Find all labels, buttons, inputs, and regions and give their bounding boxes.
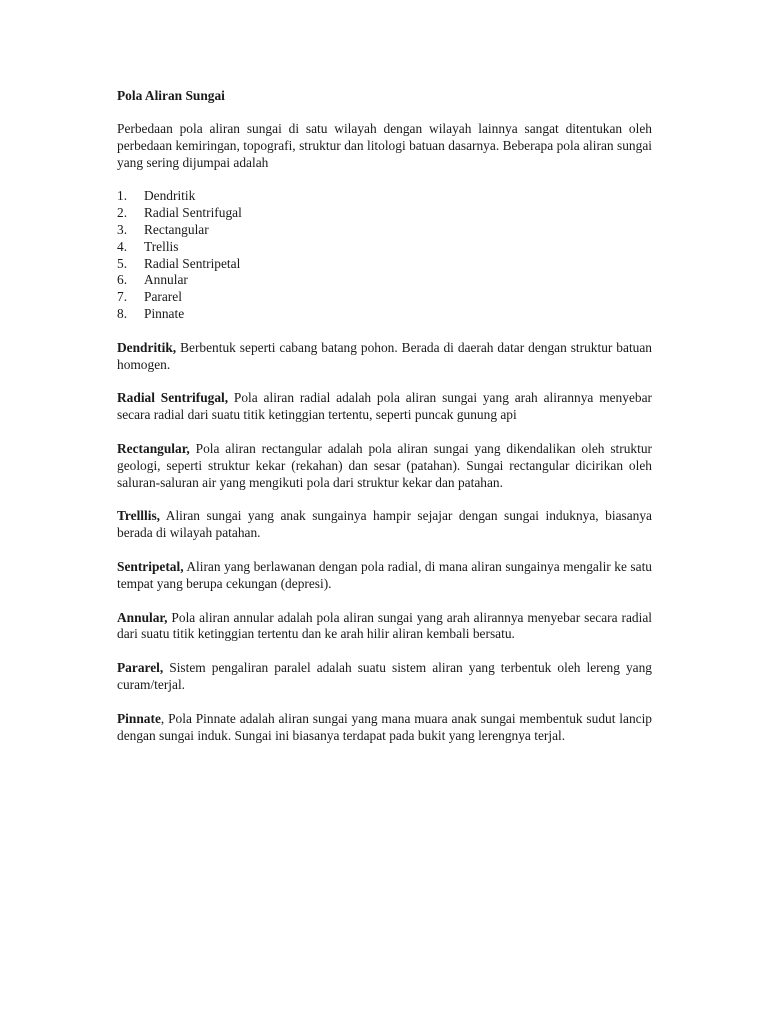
rectangular-paragraph <box>117 441 652 491</box>
sentripetal-paragraph <box>117 559 652 593</box>
list-number: 5. <box>117 255 128 271</box>
pararel-paragraph <box>117 660 652 694</box>
list-label: Dendritik <box>144 188 196 204</box>
paragraph-term: Trelllis, <box>117 508 161 524</box>
list-item <box>117 205 652 222</box>
radial-sentrifugal-paragraph <box>117 390 652 424</box>
paragraph-text: Berbentuk seperti cabang batang pohon. Berada di daerah datar dengan struktur batuan homogen. <box>117 339 652 372</box>
list-label: Radial Sentripetal <box>144 255 241 271</box>
paragraph-term: Sentripetal, <box>117 558 184 574</box>
list-item <box>117 188 652 205</box>
pattern-list <box>117 188 652 322</box>
pinnate-paragraph <box>117 711 652 745</box>
dendritik-paragraph <box>117 340 652 374</box>
list-number: 4. <box>117 238 128 254</box>
list-label: Radial Sentrifugal <box>144 205 242 221</box>
list-label: Pararel <box>144 289 182 305</box>
list-number: 8. <box>117 305 128 321</box>
list-item <box>117 239 652 256</box>
paragraph-text: Pola aliran annular adalah pola aliran sungai yang arah alirannya menyebar secara radial dari suatu titik ketinggian tertentu dan ke arah hilir aliran kembali bersatu. <box>117 609 652 642</box>
paragraph-text: Aliran yang berlawanan dengan pola radial, di mana aliran sungainya mengalir ke satu tempat yang berupa cekungan (depresi). <box>117 558 652 591</box>
list-number: 7. <box>117 289 128 305</box>
list-label: Rectangular <box>144 221 209 237</box>
trellis-paragraph <box>117 508 652 542</box>
list-item <box>117 289 652 306</box>
list-number: 1. <box>117 188 128 204</box>
paragraph-term: Annular, <box>117 609 168 625</box>
list-number: 6. <box>117 272 128 288</box>
list-label: Pinnate <box>144 305 185 321</box>
list-label: Annular <box>144 272 188 288</box>
list-item <box>117 272 652 289</box>
paragraph-term: Rectangular, <box>117 440 190 456</box>
paragraph-text: Aliran sungai yang anak sungainya hampir sejajar dengan sungai induknya, biasanya berada di wilayah patahan. <box>117 508 652 541</box>
document-body <box>117 87 652 761</box>
paragraph-term: Pinnate <box>117 710 161 726</box>
list-item <box>117 222 652 239</box>
list-item <box>117 306 652 323</box>
paragraph-text: Pola aliran radial adalah pola aliran sungai yang arah alirannya menyebar secara radial dari suatu titik ketinggian tertentu, seperti puncak gunung api <box>117 390 652 423</box>
annular-paragraph <box>117 610 652 644</box>
list-number: 2. <box>117 205 128 221</box>
list-item <box>117 256 652 273</box>
list-number: 3. <box>117 221 128 237</box>
paragraph-term: Radial Sentrifugal, <box>117 390 229 406</box>
paragraph-text: Pola aliran rectangular adalah pola aliran sungai yang dikendalikan oleh struktur geologi, seperti struktur kekar (rekahan) dan sesar (patahan). Sungai rectangular dicirikan oleh saluran-saluran air yang mengikuti pola dari struktur kekar dan patahan. <box>117 440 652 490</box>
paragraph-text: , Pola Pinnate adalah aliran sungai yang mana muara anak sungai membentuk sudut lancip dengan sungai induk. Sungai ini biasanya terdapat pada bukit yang lerengnya terjal. <box>117 710 652 743</box>
paragraph-term: Dendritik, <box>117 339 177 355</box>
paragraph-term: Pararel, <box>117 660 164 676</box>
intro-paragraph: Perbedaan pola aliran sungai di satu wilayah dengan wilayah lainnya sangat ditentukan oleh perbedaan kemiringan, topografi, struktur dan litologi batuan dasarnya. Beberapa pola aliran sungai yang sering dijumpai adalah <box>117 121 652 170</box>
document-title: Pola Aliran Sungai <box>117 88 225 103</box>
paragraph-text: Sistem pengaliran paralel adalah suatu sistem aliran yang terbentuk oleh lereng yang curam/terjal. <box>117 660 652 692</box>
list-label: Trellis <box>144 238 179 254</box>
